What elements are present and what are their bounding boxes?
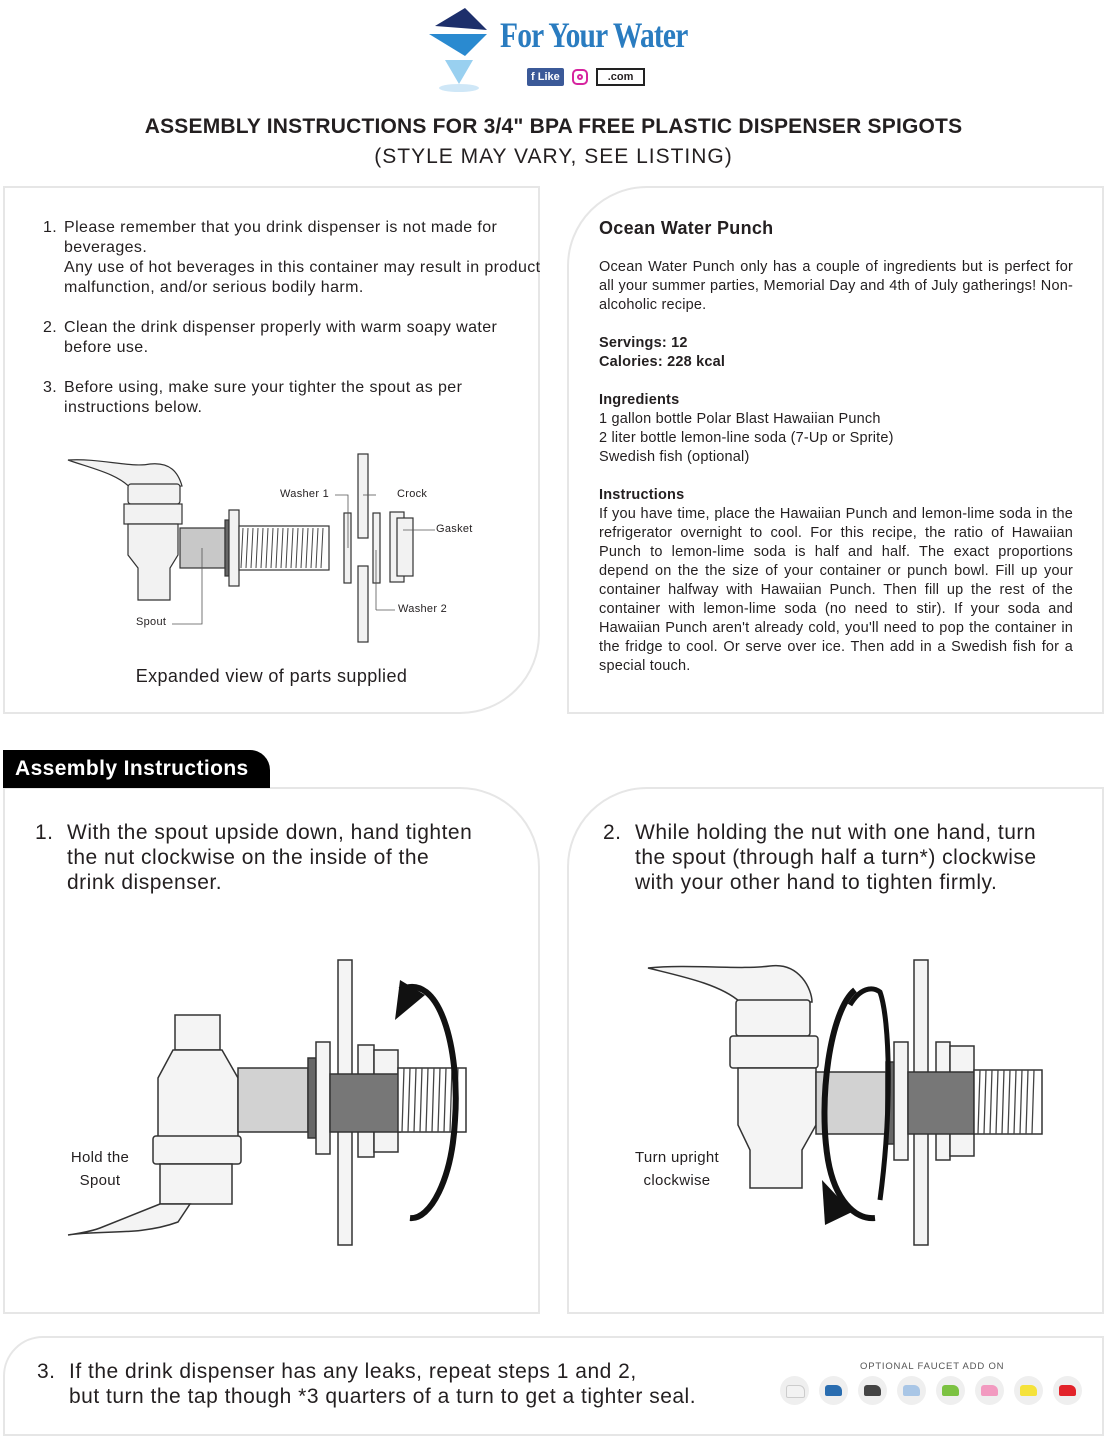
washer2-label: Washer 2 — [398, 603, 448, 615]
ingredient-item: 1 gallon bottle Polar Blast Hawaiian Punch — [599, 411, 881, 427]
ingredients-heading: Ingredients — [599, 392, 680, 408]
page-title: ASSEMBLY INSTRUCTIONS FOR 3/4" BPA FREE PLASTIC DISPENSER SPIGOTS — [144, 115, 963, 138]
instagram-icon[interactable] — [572, 69, 588, 85]
washer1-label: Washer 1 — [280, 488, 330, 500]
gasket-label: Gasket — [436, 523, 473, 535]
step3-text: 3. If the drink dispenser has any leaks, repeat steps 1 and 2, but turn the tap though *3 quarters of a turn to get a tighter seal. — [37, 1360, 697, 1408]
step2-text: 2. While holding the nut with one hand, turn the spout (through half a turn*) clockwise with your other hand to tighten firmly. — [603, 821, 1037, 894]
optional-faucet-label: OPTIONAL FAUCET ADD ON — [860, 1361, 1005, 1372]
parts-caption: Expanded view of parts supplied — [135, 666, 408, 686]
brand-name: For Your Water — [500, 15, 688, 55]
instructions-heading: Instructions — [599, 487, 685, 503]
recipe-title: Ocean Water Punch — [599, 218, 774, 238]
step1-diagram — [60, 950, 480, 1250]
faucet-option-icon[interactable] — [858, 1376, 887, 1405]
recipe-calories: Calories: 228 kcal — [599, 354, 726, 370]
website-link[interactable]: .com — [596, 68, 646, 86]
recipe-intro: Ocean Water Punch only has a couple of ingredients but is perfect for all your summer parties, Memorial Day and 4th of July gatherings! Non-alcoholic recipe. — [599, 259, 1073, 313]
social-links — [527, 68, 645, 86]
ingredient-item: Swedish fish (optional) — [599, 449, 750, 465]
parts-exploded-diagram — [60, 450, 520, 650]
step2-label: Turn upright clockwise — [635, 1149, 719, 1189]
notes-list — [36, 218, 542, 438]
faucet-option-icon[interactable] — [780, 1376, 809, 1405]
note-item: 2. Clean the drink dispenser properly with warm soapy water before use. — [62, 318, 542, 358]
step-number: 3. — [37, 1360, 56, 1383]
note-item: 3. Before using, make sure your tighter the spout as per instructions below. — [62, 378, 542, 418]
brand-logo-mark — [425, 4, 505, 94]
faucet-option-icon[interactable] — [1053, 1376, 1082, 1405]
ingredient-item: 2 liter bottle lemon-line soda (7-Up or Sprite) — [599, 430, 894, 446]
recipe-servings: Servings: 12 — [599, 335, 688, 351]
faucet-option-icon[interactable] — [897, 1376, 926, 1405]
faucet-option-icon[interactable] — [936, 1376, 965, 1405]
faucet-option-icon[interactable] — [819, 1376, 848, 1405]
step-number: 2. — [603, 821, 622, 844]
page-subtitle: (STYLE MAY VARY, SEE LISTING) — [374, 145, 733, 168]
step1-label: Hold the Spout — [70, 1149, 130, 1189]
facebook-like-icon[interactable]: f Like — [527, 68, 564, 86]
recipe-instructions: If you have time, place the Hawaiian Punch and lemon-lime soda in the refrigerator overnight to cool. For this recipe, the ratio of Hawaiian Punch to lemon-lime soda is half and half. The exact proportions depend on the the size of your container or punch bowl. Fill up your container halfway with Hawaiian Punch. Then fill up the rest of the container with lemon-lime soda (no need to stir). If your soda and Hawaiian Punch aren't already cold, you'll need to pop the container in the fridge to cool. Or serve over ice. Then add in a Swedish fish for a special touch. — [599, 506, 1073, 674]
assembly-section-tab: Assembly Instructions — [3, 750, 270, 788]
spout-label: Spout — [136, 616, 167, 628]
note-item: 1. Please remember that you drink dispenser is not made for beverages. Any use of hot beverages in this container may result in product malfunction, and/or serious bodily harm. — [62, 218, 542, 298]
crock-label: Crock — [397, 488, 428, 500]
faucet-color-options — [780, 1376, 1082, 1405]
step2-diagram — [640, 950, 1060, 1250]
step1-text: 1. With the spout upside down, hand tighten the nut clockwise on the inside of the drink dispenser. — [35, 821, 473, 894]
faucet-option-icon[interactable] — [975, 1376, 1004, 1405]
step-number: 1. — [35, 821, 54, 844]
faucet-option-icon[interactable] — [1014, 1376, 1043, 1405]
